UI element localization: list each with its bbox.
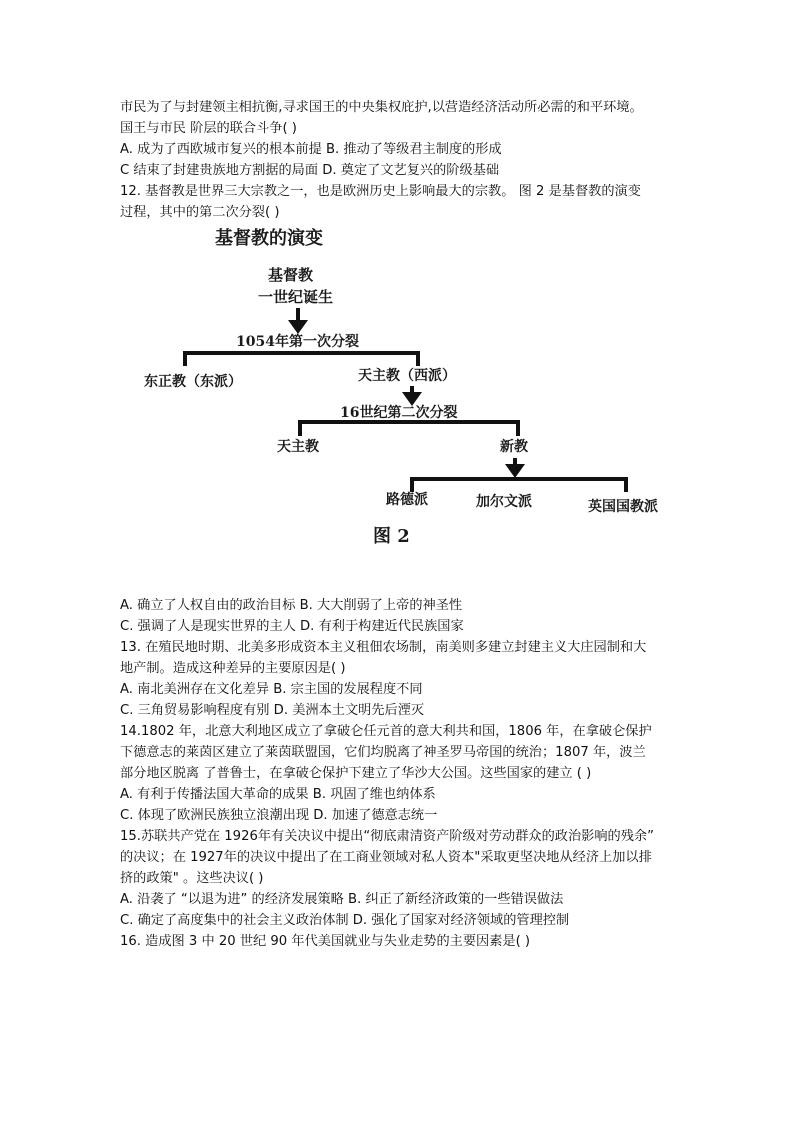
- arrow-birth-head: [288, 320, 308, 334]
- q12-options-ab: A. 确立了人权自由的政治目标 B. 大大削弱了上帝的神圣性: [120, 598, 463, 613]
- arrow-catholic-head: [402, 392, 422, 406]
- node-catholic: 天主教: [277, 439, 319, 455]
- node-lutheran: 路德派: [386, 492, 428, 508]
- node-orthodox: 东正教（东派）: [144, 374, 242, 390]
- christianity-evolution-diagram: [140, 222, 680, 552]
- q11-stem-line2: 国王与市民 阶层的联合斗争( ): [120, 121, 297, 136]
- node-protestant: 新教: [500, 439, 528, 455]
- q14-stem-line3: 部分地区脱离 了普鲁士，在拿破仑保护下建立了华沙大公国。这些国家的建立 ( ): [120, 766, 592, 781]
- q14-stem-line1: 14.1802 年，北意大利地区成立了拿破仑任元首的意大利共和国，1806 年，在拿破仑保护: [120, 724, 652, 739]
- q12-stem-line1: 12. 基督教是世界三大宗教之一，也是欧洲历史上影响最大的宗教。 图 2 是基督教的演变: [120, 184, 641, 199]
- q12-stem-line2: 过程，其中的第二次分裂( ): [120, 205, 280, 220]
- q12-options-cd: C. 强调了人是现实世界的主人 D. 有利于构建近代民族国家: [120, 619, 464, 634]
- arrow-protestant-head: [505, 464, 525, 478]
- diagram-svg: [140, 222, 680, 552]
- q11-stem-line1: 市民为了与封建领主相抗衡,寻求国王的中央集权庇护,以营造经济活动所必需的和平环境。: [120, 100, 643, 115]
- node-christianity: 基督教: [268, 266, 314, 284]
- q15-options-cd: C. 确定了高度集中的社会主义政治体制 D. 强化了国家对经济领域的管理控制: [120, 913, 570, 928]
- q11-options-cd: C 结束了封建贵族地方割据的局面 D. 奠定了文艺复兴的阶级基础: [120, 163, 500, 178]
- q13-stem-line2: 地产制。造成这种差异的主要原因是( ): [120, 661, 346, 676]
- q13-options-cd: C. 三角贸易影响程度有别 D. 美洲本土文明先后湮灭: [120, 703, 425, 718]
- q11-options-ab: A. 成为了西欧城市复兴的根本前提 B. 推动了等级君主制度的形成: [120, 142, 502, 157]
- label-second-split: 16世纪第二次分裂: [340, 405, 458, 421]
- q14-stem-line2: 下德意志的莱茵区建立了莱茵联盟国，它们均脱离了神圣罗马帝国的统治；1807 年，波兰: [120, 745, 646, 760]
- node-catholic-west: 天主教（西派）: [358, 368, 456, 384]
- q15-stem-line2: 的决议；在 1927年的决议中提出了在工商业领域对私人资本"采取更坚决地从经济上加以排: [120, 850, 652, 865]
- node-calvinist: 加尔文派: [476, 494, 532, 510]
- q14-options-cd: C. 体现了欧洲民族独立浪潮出现 D. 加速了德意志统一: [120, 808, 438, 823]
- q15-stem-line1: 15.苏联共产党在 1926年有关决议中提出“彻底肃清资产阶级对劳动群众的政治影响的残余”: [120, 829, 654, 844]
- q15-stem-line3: 挤的政策" 。这些决议( ): [120, 871, 264, 886]
- q13-stem-line1: 13. 在殖民地时期、北美多形成资本主义租佃农场制，南美则多建立封建主义大庄园制和大: [120, 640, 647, 655]
- node-anglican: 英国国教派: [588, 499, 658, 515]
- label-first-split: 1054年第一次分裂: [236, 334, 359, 350]
- diagram-title: 基督教的演变: [215, 228, 323, 249]
- label-first-century: 一世纪诞生: [258, 288, 334, 306]
- q14-options-ab: A. 有利于传播法国大革命的成果 B. 巩固了维也纳体系: [120, 787, 436, 802]
- diagram-caption: 图 2: [373, 526, 410, 547]
- q13-options-ab: A. 南北美洲存在文化差异 B. 宗主国的发展程度不同: [120, 682, 423, 697]
- q16-stem-line1: 16. 造成图 3 中 20 世纪 90 年代美国就业与失业走势的主要因素是( ): [120, 934, 531, 949]
- q15-options-ab: A. 沿袭了 “以退为进” 的经济发展策略 B. 纠正了新经济政策的一些错误做法: [120, 892, 564, 907]
